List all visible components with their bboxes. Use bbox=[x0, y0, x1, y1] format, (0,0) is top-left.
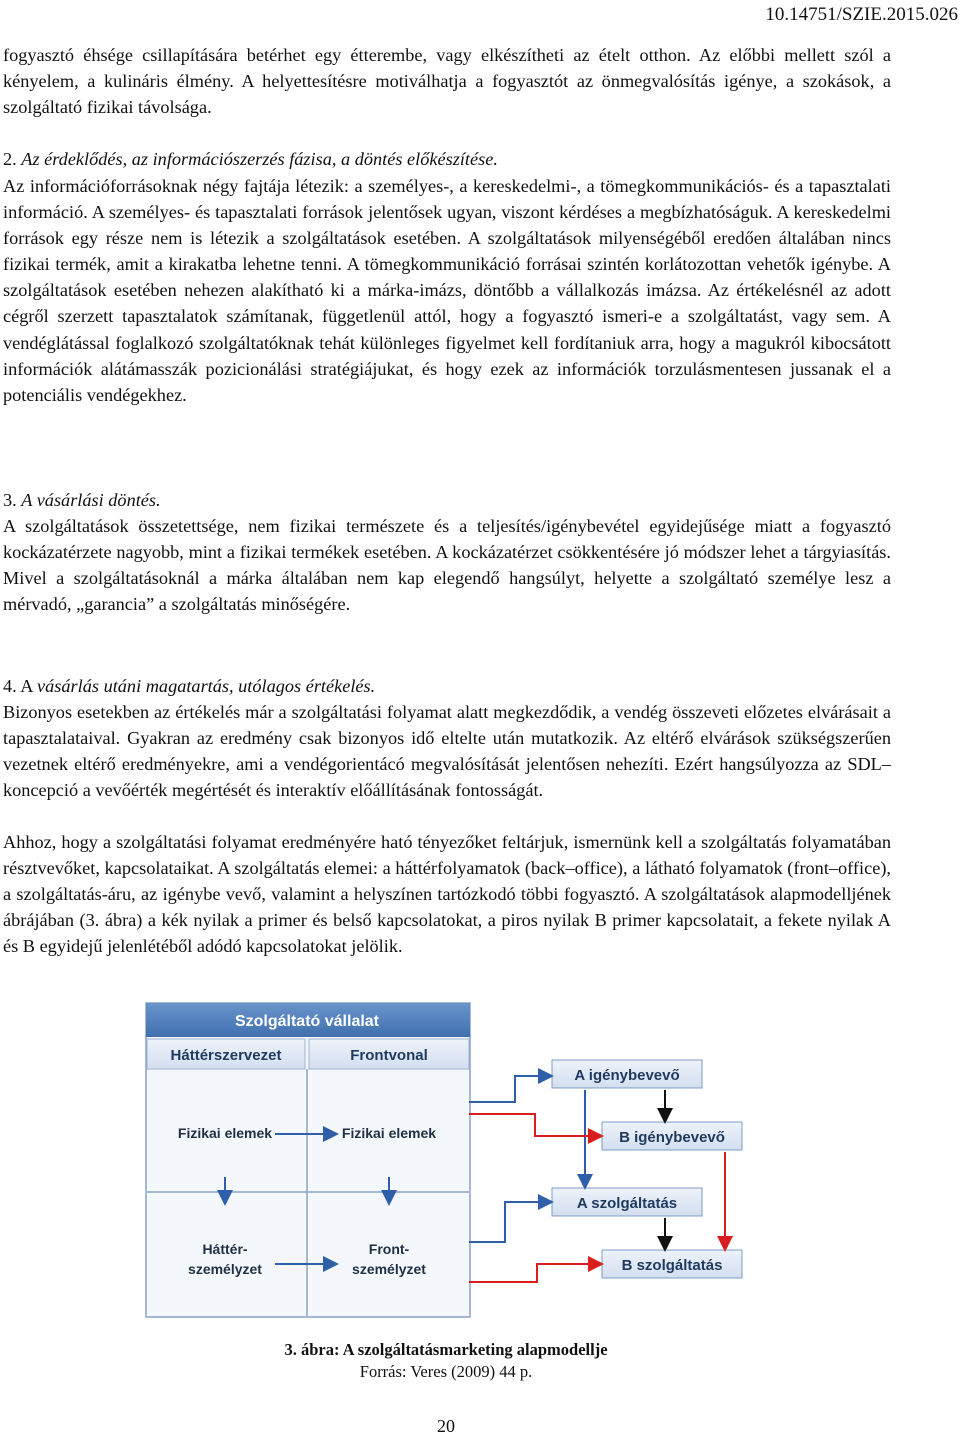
figure-caption-source: Forrás: Veres (2009) 44 p. bbox=[359, 1362, 533, 1381]
heading-number: 3. bbox=[3, 490, 22, 510]
back-physical-label: Fizikai elemek bbox=[177, 1125, 273, 1141]
a-service-label: A szolgáltatás bbox=[576, 1195, 678, 1212]
heading-number: 4. A bbox=[3, 676, 38, 696]
front-physical-label: Fizikai elemek bbox=[341, 1125, 437, 1141]
b-service-label: B szolgáltatás bbox=[621, 1257, 723, 1274]
heading-title: A vásárlási döntés. bbox=[21, 490, 161, 510]
back-office-label: Háttérszervezet bbox=[170, 1047, 282, 1064]
back-staff-label-2: személyzet bbox=[188, 1261, 262, 1277]
section-heading-3 bbox=[3, 487, 161, 513]
section-heading-2 bbox=[3, 146, 498, 172]
company-title: Szolgáltató vállalat bbox=[234, 1013, 380, 1030]
b-customer-label: B igénybevevő bbox=[619, 1129, 725, 1146]
back-staff-label-1: Háttér- bbox=[202, 1241, 248, 1257]
paragraph-purchase-decision: A szolgáltatások összetettsége, nem fizikai természete és a teljesítés/igénybevétel egyidejűsége miatt a fogyasztó kockázatérzete nagyobb, mint a fizikai termékek esetében. A kockázatérzet csökkentésére jó módszer lehet a tárgyiasítás. Mivel a szolgáltatásoknál a márka általában nem kap elegendő hangsúlyt, helyette a szolgáltató személye lesz a mérvadó, „garancia” a szolgáltatás minőségére. bbox=[3, 516, 891, 615]
front-office-label: Frontvonal bbox=[350, 1047, 428, 1064]
paragraph-information-sources: Az információforrásoknak négy fajtája létezik: a személyes-, a kereskedelmi-, a tömegkommunikációs- és a tapasztalati információ. A személyes- és tapasztalati források jelentősek ugyan, viszont kérdéses a megbízhatóságuk. A kereskedelmi források egy része nem is létezik a szolgáltatások esetében. A szolgáltatások milyenségéből eredően általában nincs fizikai termék, amit a kirakatba lehetne tenni. A tömegkommunikáció forrásai szintén korlátozottan vehetők igénybe. A szolgáltatások esetében nehezen alakítható ki a márka-imázs, döntőbb a vállalkozás imázsa. Az értékelésnél az adott cégről szerzett tapasztalatok számítanak, függetlenül attól, hogy a fogyasztó ismeri-e a szolgáltatást, vagy sem. A vendéglátással foglalkozó szolgáltatóknak tehát különleges figyelmet kell fordítaniuk arra, hogy a magukról kibocsátott információk alátámasszák pozicionálási stratégiájukat, és hogy ezek az információk torzulásmentesen jussanak el a potenciális vendégekhez. bbox=[3, 176, 891, 405]
front-staff-label-1: Front- bbox=[368, 1241, 410, 1257]
heading-title: vásárlás utáni magatartás, utólagos értékelés. bbox=[37, 676, 376, 696]
heading-number: 2. bbox=[3, 149, 22, 169]
paragraph-post-purchase: Bizonyos esetekben az értékelés már a szolgáltatási folyamat alatt megkezdődik, a vendég összeveti előzetes elvárásait a tapasztalataival. Gyakran az eredmény csak bizonyos idő eltelte után mutatkozik. Az eltérő elvárások szükségszerűen vezetnek eltérő eredményekre, ami a vendégorientácó megvalósítását jelentősen nehezíti. Ezért hangsúlyozza az SDL–koncepció a vevőérték megértését és interaktív előállításának fontosságát. bbox=[3, 702, 891, 801]
doi-identifier: 10.14751/SZIE.2015.026 bbox=[765, 4, 958, 25]
figure-caption-title: 3. ábra: A szolgáltatásmarketing alapmodellje bbox=[284, 1340, 608, 1359]
paragraph-service-elements: Ahhoz, hogy a szolgáltatási folyamat eredményére ható tényezőket feltárjuk, ismernünk kell a szolgáltatás folyamatában résztvevőket, kapcsolataikat. A szolgáltatás elemei: a háttérfolyamatok (back–office), a látható folyamatok (front–office), a szolgáltatás-áru, az igénybe vevő, valamint a helyszínen tartózkodó többi fogyasztó. A szolgáltatások alapmodelljének ábrájában (3. ábra) a kék nyilak a primer és belső kapcsolatokat, a piros nyilak B primer kapcsolatait, a fekete nyilak A és B egyidejű jelenlétéből adódó kapcsolatokat jelölik. bbox=[3, 832, 891, 957]
a-customer-label: A igénybevevő bbox=[574, 1067, 680, 1084]
front-staff-label-2: személyzet bbox=[352, 1261, 426, 1277]
paragraph-substitution: fogyasztó éhsége csillapítására betérhet egy étterembe, vagy elkészítheti az ételt otthon. Az előbbi mellett szól a kényelem, a kulináris élmény. A helyettesítésre motiválhatja a fogyasztót az önmegvalósítás igénye, a szokások, a szolgáltató fizikai távolsága. bbox=[3, 45, 891, 118]
page-number: 20 bbox=[437, 1416, 455, 1436]
heading-title: Az érdeklődés, az információszerzés fázisa, a döntés előkészítése. bbox=[21, 149, 498, 169]
service-model-diagram bbox=[145, 1002, 751, 1318]
section-heading-4 bbox=[3, 673, 375, 699]
